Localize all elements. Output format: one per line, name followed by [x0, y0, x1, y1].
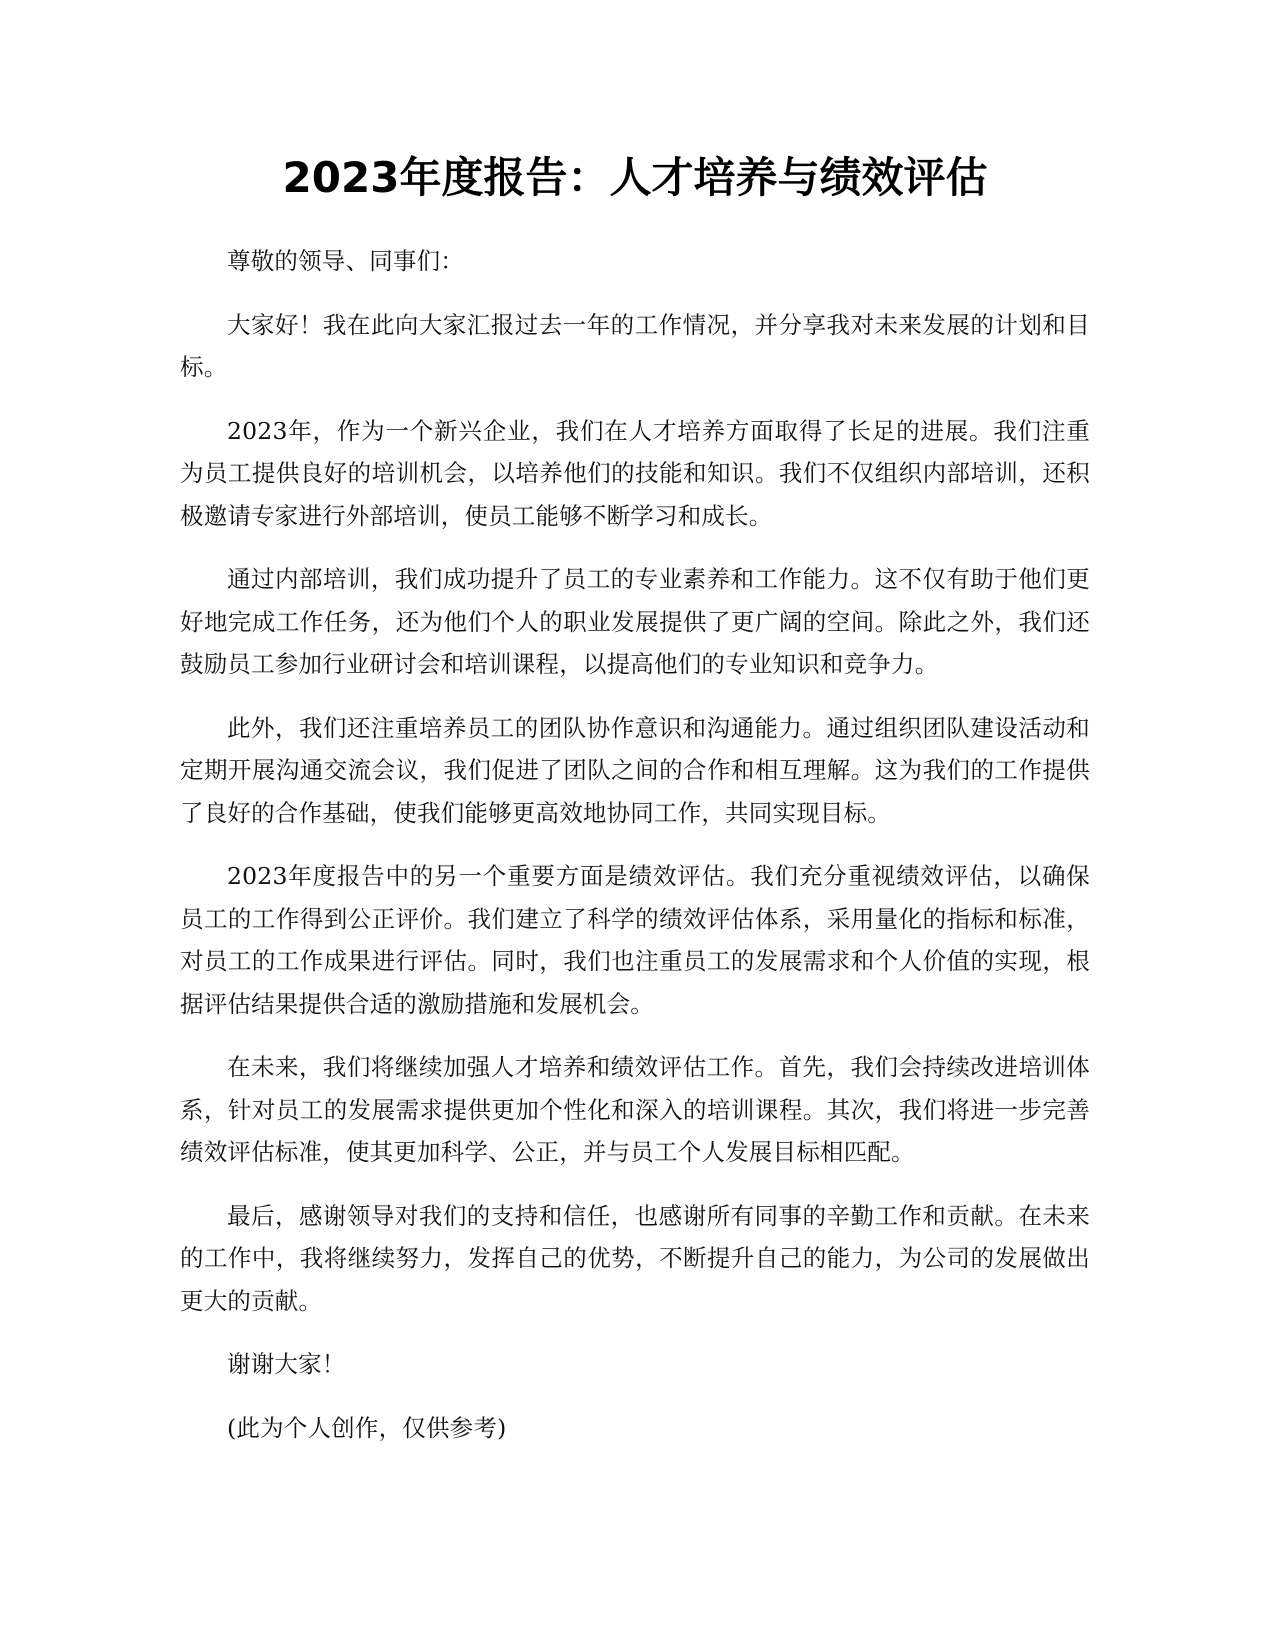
paragraph-performance-evaluation: 2023年度报告中的另一个重要方面是绩效评估。我们充分重视绩效评估，以确保员工的工作得到公正评价。我们建立了科学的绩效评估体系，采用量化的指标和标准，对员工的工作成果进行评估。同时，我们也注重员工的发展需求和个人价值的实现，根据评估结果提供合适的激励措施和发展机会。	[180, 862, 1090, 1018]
paragraph-thanks: 最后，感谢领导对我们的支持和信任，也感谢所有同事的辛勤工作和贡献。在未来的工作中，我将继续努力，发挥自己的优势，不断提升自己的能力，为公司的发展做出更大的贡献。	[180, 1201, 1090, 1315]
document-body	[180, 240, 1090, 1470]
paragraph-future-plans: 在未来，我们将继续加强人才培养和绩效评估工作。首先，我们会持续改进培训体系，针对员工的发展需求提供更加个性化和深入的培训课程。其次，我们将进一步完善绩效评估标准，使其更加科学、公正，并与员工个人发展目标相匹配。	[180, 1053, 1090, 1166]
paragraph-greeting: 大家好！我在此向大家汇报过去一年的工作情况，并分享我对未来发展的计划和目标。	[180, 310, 1090, 381]
paragraph-internal-training: 通过内部培训，我们成功提升了员工的专业素养和工作能力。这不仅有助于他们更好地完成工作任务，还为他们个人的职业发展提供了更广阔的空间。除此之外，我们还鼓励员工参加行业研讨会和培训课程，以提高他们的专业知识和竞争力。	[180, 565, 1090, 678]
document-title: 2023年度报告：人才培养与绩效评估	[282, 153, 988, 202]
paragraph-closing: 谢谢大家！	[227, 1350, 346, 1378]
paragraph-salutation: 尊敬的领导、同事们：	[227, 247, 464, 275]
paragraph-disclaimer: (此为个人创作，仅供参考)	[227, 1413, 507, 1442]
paragraph-teamwork: 此外，我们还注重培养员工的团队协作意识和沟通能力。通过组织团队建设活动和定期开展沟通交流会议，我们促进了团队之间的合作和相互理解。这为我们的工作提供了良好的合作基础，使我们能够更高效地协同工作，共同实现目标。	[180, 713, 1090, 827]
paragraph-talent-training: 2023年，作为一个新兴企业，我们在人才培养方面取得了长足的进展。我们注重为员工提供良好的培训机会，以培养他们的技能和知识。我们不仅组织内部培训，还积极邀请专家进行外部培训，使员工能够不断学习和成长。	[180, 416, 1090, 530]
